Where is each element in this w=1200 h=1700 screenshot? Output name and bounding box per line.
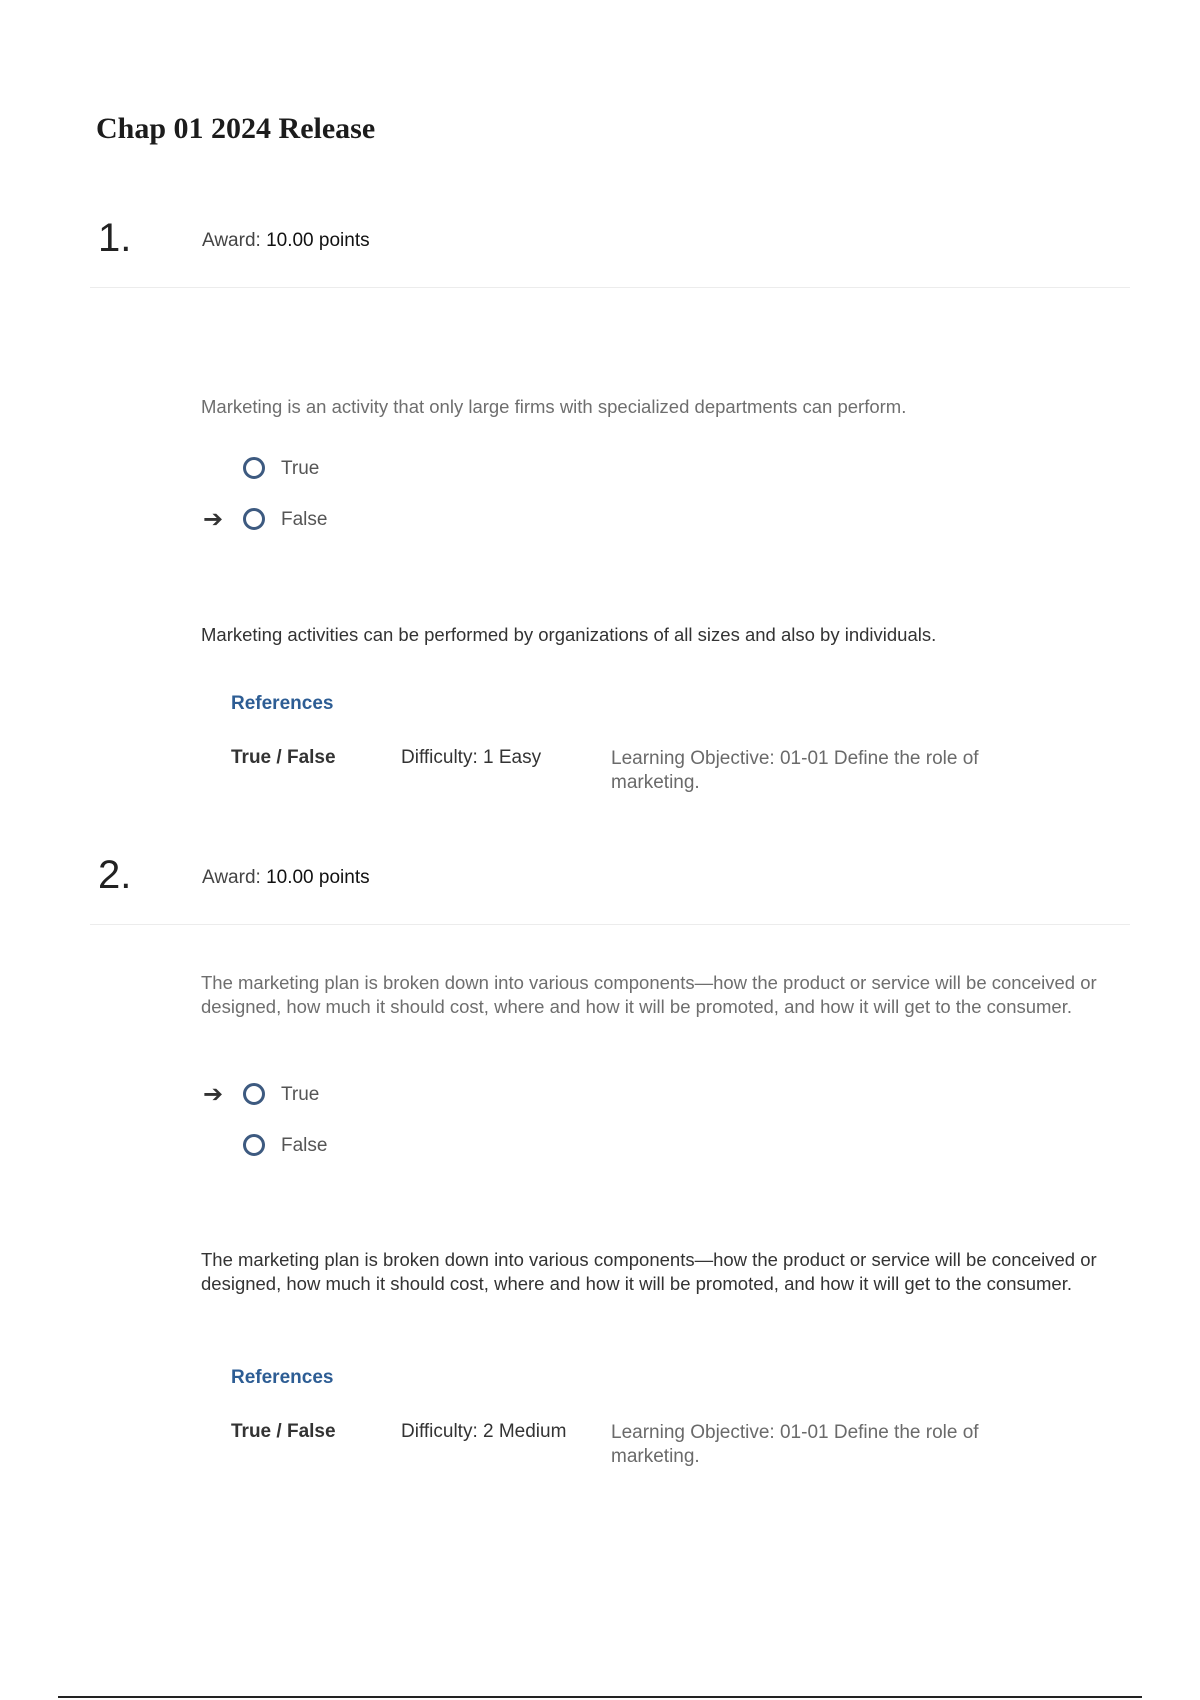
radio-button-icon[interactable]: [243, 457, 265, 479]
footer-rule: [58, 1696, 1142, 1698]
radio-button-icon[interactable]: [243, 1134, 265, 1156]
option-label: False: [281, 1135, 328, 1156]
question-number: 2.: [98, 853, 132, 897]
difficulty: Difficulty: 2 Medium: [401, 1421, 567, 1442]
question-1-metadata: [231, 747, 1031, 807]
award: [202, 867, 370, 889]
award-label: Award:: [202, 867, 261, 888]
award-label: Award:: [202, 230, 261, 251]
option-label: True: [281, 458, 320, 479]
question-type: True / False: [231, 747, 336, 768]
question-number: 1.: [98, 216, 132, 260]
question-type: True / False: [231, 1421, 336, 1442]
question-2-metadata: [231, 1421, 1031, 1481]
award-points: 10.00 points: [266, 230, 370, 251]
question-1-explanation: Marketing activities can be performed by organizations of all sizes and also by individuals.: [201, 624, 937, 645]
learning-objective: Learning Objective: 01-01 Define the role of marketing.: [611, 1422, 979, 1467]
option-label: False: [281, 509, 328, 530]
question-2-explanation: The marketing plan is broken down into various components—how the product or service will be conceived or designed, how much it should cost, where and how it will be promoted, and how it will get to the consumer.: [201, 1249, 1097, 1294]
learning-objective: Learning Objective: 01-01 Define the role of marketing.: [611, 748, 979, 793]
right-arrow-icon: ➔: [203, 506, 224, 533]
right-arrow-icon: ➔: [203, 1081, 224, 1108]
question-2-header: [90, 855, 1130, 925]
document-title: Chap 01 2024 Release: [96, 112, 376, 145]
divider: [90, 924, 1130, 925]
radio-button-icon[interactable]: [243, 1083, 265, 1105]
award: [202, 230, 370, 252]
radio-button-icon[interactable]: [243, 508, 265, 530]
question-1-prompt: Marketing is an activity that only large firms with specialized departments can perform.: [201, 396, 907, 417]
question-2-prompt: The marketing plan is broken down into various components—how the product or service will be conceived or designed, how much it should cost, where and how it will be promoted, and how it will get to the consumer.: [201, 972, 1097, 1017]
difficulty: Difficulty: 1 Easy: [401, 747, 542, 768]
divider: [90, 287, 1130, 288]
references-link[interactable]: References: [231, 1367, 334, 1388]
references-link[interactable]: References: [231, 693, 334, 714]
option-label: True: [281, 1084, 320, 1105]
award-points: 10.00 points: [266, 867, 370, 888]
question-1-header: [90, 218, 1130, 288]
